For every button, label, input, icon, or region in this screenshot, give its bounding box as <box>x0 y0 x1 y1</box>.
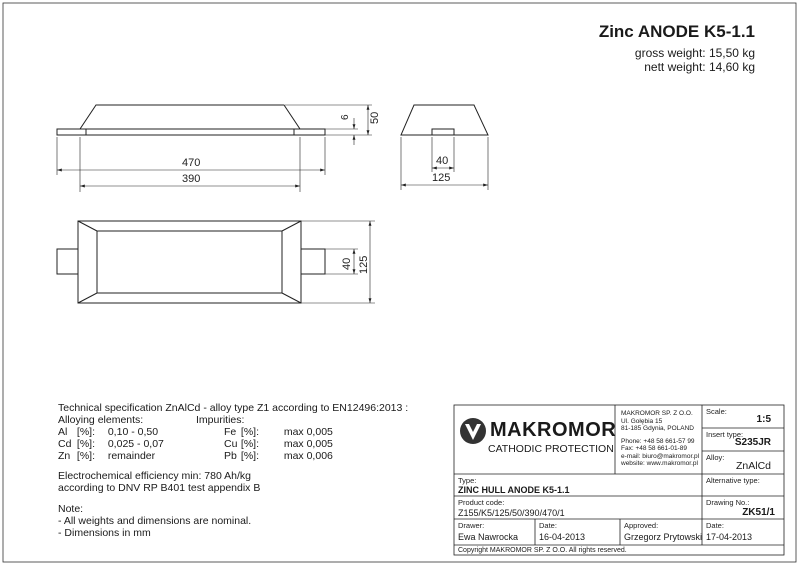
alloying-header: Alloying elements: <box>58 414 144 426</box>
copyright: Copyright MAKROMOR SP. Z O.O. All rights reserved. <box>458 547 627 554</box>
makromor-logo-icon <box>460 418 486 444</box>
dim-end-width: 125 <box>432 172 451 184</box>
product-code-value: Z155/K5/125/50/390/470/1 <box>458 508 565 518</box>
drawing-title: Zinc ANODE K5-1.1 <box>598 22 755 41</box>
insert-type-value: S235JR <box>734 437 771 448</box>
spec-title: Technical specification ZnAlCd - alloy type Z1 according to EN12496:2013 : <box>58 402 409 414</box>
dim-total-length: 470 <box>182 157 201 169</box>
approved-label: Approved: <box>624 521 659 530</box>
type-value: ZINC HULL ANODE K5-1.1 <box>458 485 570 495</box>
drawer-value: Ewa Nawrocka <box>458 532 519 542</box>
date-drawn-label: Date: <box>539 521 557 530</box>
dim-side-height: 50 <box>369 111 381 124</box>
drawing-no-label: Drawing No.: <box>706 498 750 507</box>
date-drawn-value: 16-04-2013 <box>539 532 586 542</box>
product-code-label: Product code: <box>458 498 505 507</box>
dim-plan-width: 125 <box>358 255 370 274</box>
drawing-no-value: ZK51/1 <box>742 507 775 518</box>
impurity-row-cu: Cu [%]: max 0,005 <box>224 438 333 450</box>
impurity-row-fe: Fe [%]: max 0,005 <box>224 426 333 438</box>
nett-weight: nett weight: 14,60 kg <box>644 60 755 74</box>
efficiency-line-2: according to DNV RP B401 test appendix B <box>58 482 261 494</box>
alloy-value: ZnAlCd <box>735 460 771 472</box>
dim-body-length: 390 <box>182 173 201 185</box>
gross-weight: gross weight: 15,50 kg <box>634 46 755 60</box>
note-2: - Dimensions in mm <box>58 527 151 539</box>
dim-plan-strap: 40 <box>341 257 353 270</box>
scale-value: 1:5 <box>756 414 771 425</box>
alloy-row-al: Al [%]: 0,10 - 0,50 <box>58 426 159 438</box>
type-label: Type: <box>458 476 477 485</box>
note-1: - All weights and dimensions are nominal. <box>58 515 252 527</box>
impurity-row-pb: Pb [%]: max 0,006 <box>224 450 333 462</box>
plan-view <box>57 221 325 303</box>
note-title: Note: <box>58 503 84 515</box>
impurities-header: Impurities: <box>196 414 245 426</box>
alloy-row-cd: Cd [%]: 0,025 - 0,07 <box>58 438 164 450</box>
dim-side-strap: 6 <box>340 114 351 120</box>
insert-type-label: Insert type: <box>706 430 744 439</box>
date-approved-label: Date: <box>706 521 724 530</box>
alloy-row-zn: Zn [%]: remainder <box>58 450 156 462</box>
alternative-type-label: Alternative type: <box>706 476 760 485</box>
alloy-label: Alloy: <box>706 453 725 462</box>
logo-subtitle: CATHODIC PROTECTION <box>488 443 614 455</box>
end-view <box>401 105 488 135</box>
approved-value: Grzegorz Prytowski <box>624 532 703 542</box>
dim-end-top: 40 <box>436 155 449 167</box>
efficiency-line-1: Electrochemical efficiency min: 780 Ah/kg <box>58 470 251 482</box>
drawer-label: Drawer: <box>458 521 485 530</box>
logo-text: MAKROMOR <box>490 419 617 441</box>
date-approved-value: 17-04-2013 <box>706 532 753 542</box>
side-view <box>57 105 325 135</box>
company-info: MAKROMOR SP. Z O.O. Ul. Gołębia 15 81-185 Gdynia, POLAND Phone: +48 58 661-57 99 Fax: +48 58 661-01-89 e-mail: biuro@makromor.pl website: www.makromor.pl <box>621 410 700 467</box>
scale-label: Scale: <box>706 407 727 416</box>
